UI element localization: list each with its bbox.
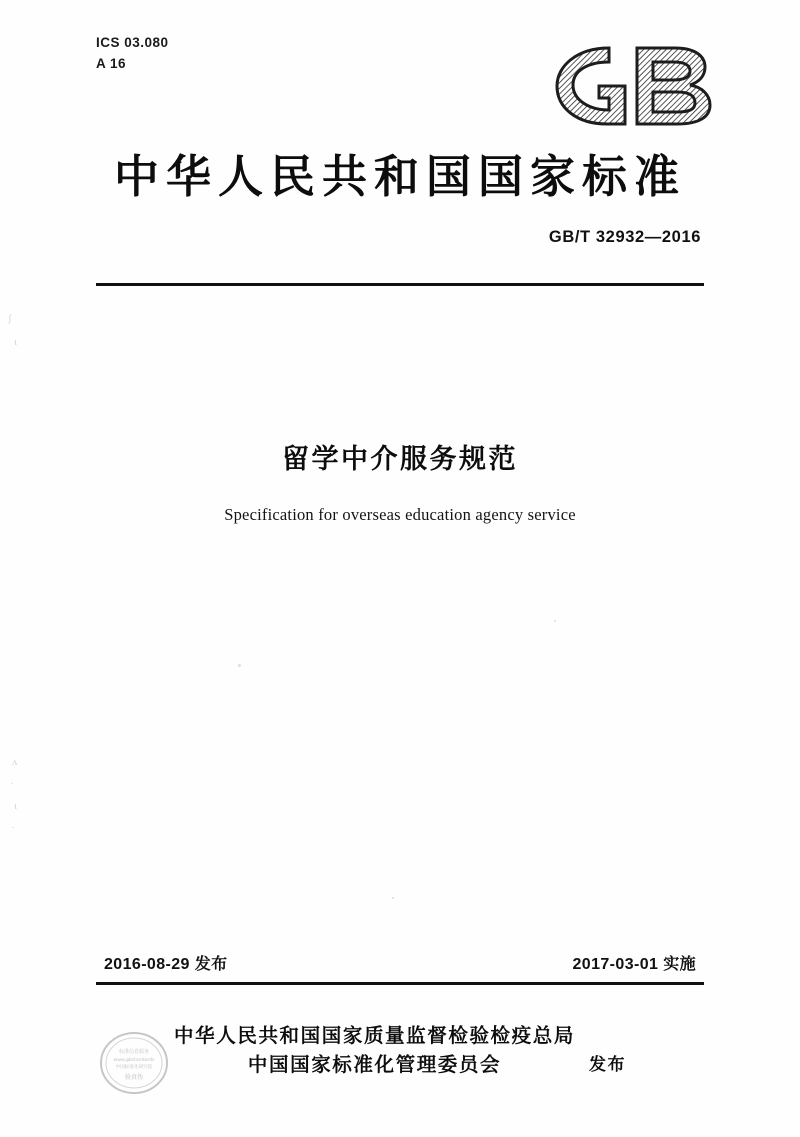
scan-speck [554,620,556,622]
issue-date: 2016-08-29 [104,956,190,973]
national-standard-heading: 中华人民共和国国家标准 [113,150,686,203]
scan-speck [238,664,241,667]
verification-seal-stamp [98,1027,170,1099]
issuing-authority-names [174,1022,575,1079]
effective-date-block [572,951,696,974]
effective-date-label: 实施 [663,954,696,973]
standard-number: GB/T 32932—2016 [548,228,701,246]
scan-artifact: ʌ [12,756,18,768]
ics-number: ICS 03.080 [96,35,169,50]
svg-text:标准信息服务: 标准信息服务 [118,1049,150,1055]
effective-date: 2017-03-01 [572,956,659,973]
ics-classification-block [96,33,169,75]
scan-artifact: ι [14,800,17,812]
document-title-chinese: 留学中介服务规范 [282,444,518,475]
scan-artifact: · [10,778,14,790]
footer-divider [96,982,704,985]
issuing-authority-line-1: 中华人民共和国国家质量监督检验检疫总局 [174,1024,575,1048]
scan-artifact: · [11,822,15,834]
gb-national-standard-logo [547,38,722,130]
header-divider [96,283,704,286]
issue-date-block [104,951,228,974]
issue-date-label: 发布 [194,954,228,973]
scan-artifact: ι [14,336,17,348]
scan-artifact: ʃ [8,312,12,324]
svg-text:www.gbstandards: www.gbstandards [113,1058,155,1063]
issuing-authority-line-2: 中国国家标准化管理委员会 [247,1052,502,1076]
publish-label: 发布 [588,1055,626,1075]
svg-text:中国标准化研究院: 中国标准化研究院 [115,1065,153,1070]
classification-code: A 16 [96,55,127,71]
scan-speck [392,897,394,899]
document-title-english: Specification for overseas education agency service [224,505,576,524]
svg-text:验真伪: 验真伪 [124,1074,144,1081]
